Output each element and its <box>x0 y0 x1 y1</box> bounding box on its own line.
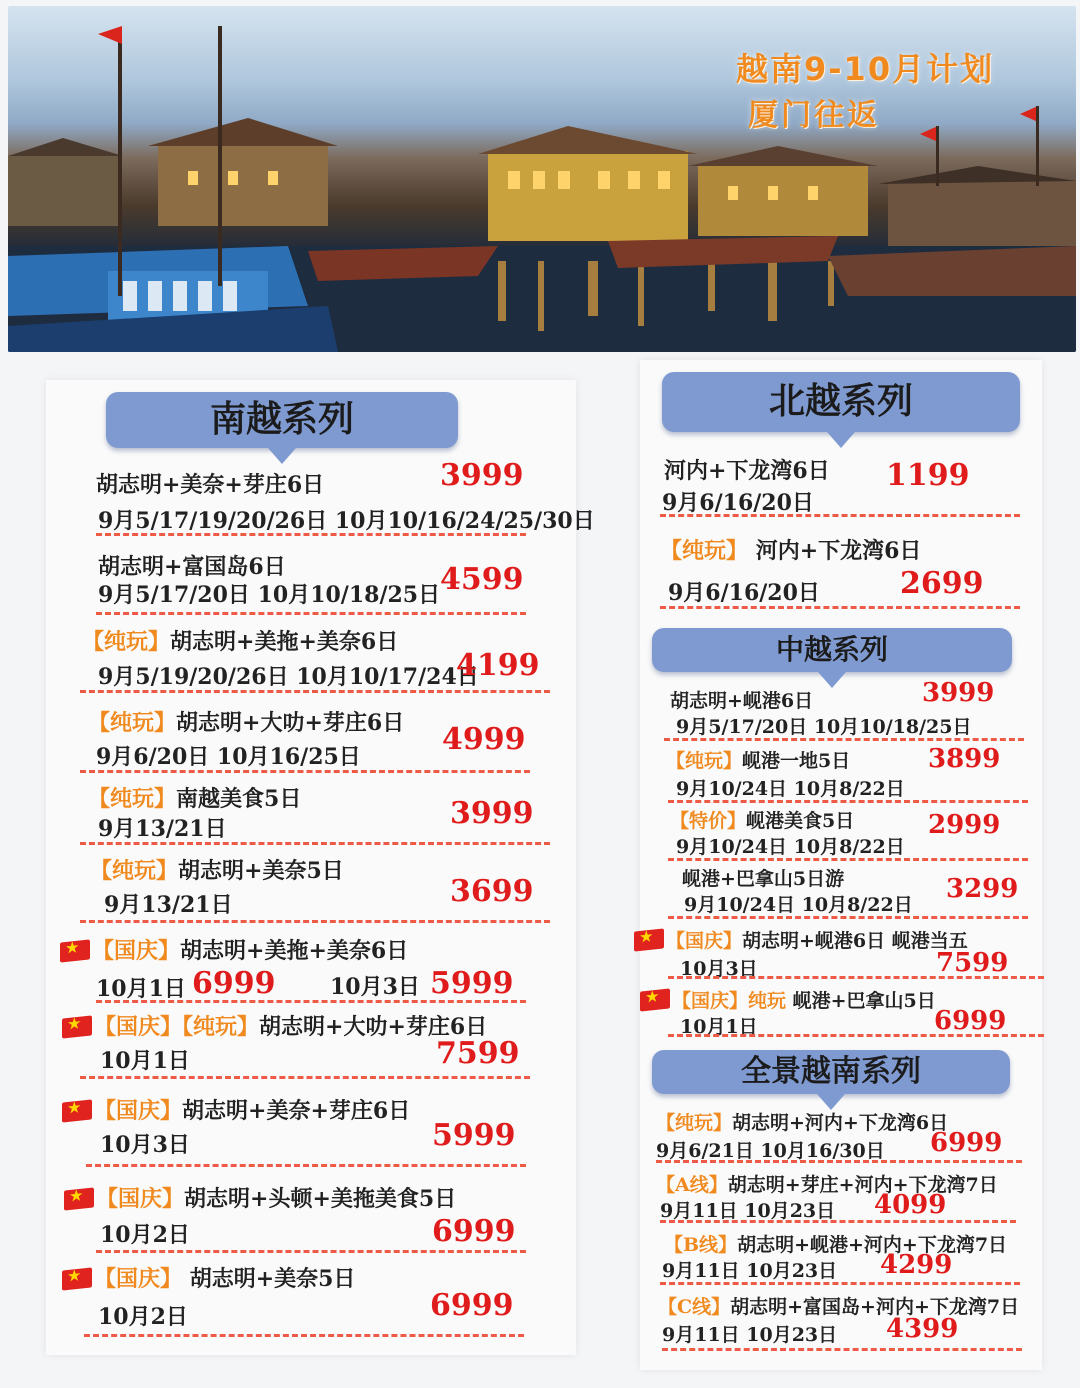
tour-title <box>664 1230 1007 1257</box>
china-flag-icon <box>62 1267 92 1290</box>
tour-price: 3999 <box>450 796 534 831</box>
tour-dates: 9月6/16/20日 <box>662 490 814 516</box>
divider <box>668 858 1028 861</box>
tour-price: 2699 <box>900 566 984 601</box>
tour-dates: 9月10/24日 10月8/22日 <box>684 894 913 916</box>
tour-title <box>640 986 936 1013</box>
tour-dates: 9月6/21日 10月16/30日 <box>656 1140 885 1162</box>
tour-dates: 9月5/17/20日 10月10/18/25日 <box>98 582 441 608</box>
tour-date-1: 10月1日 <box>96 976 186 1002</box>
divider <box>662 1348 1022 1351</box>
divider <box>80 1076 530 1079</box>
tour-price: 6999 <box>934 1006 1007 1036</box>
tour-price: 1199 <box>886 458 970 493</box>
tour-tag: 【特价】 <box>670 810 747 832</box>
divider <box>664 738 1024 741</box>
tour-price: 7599 <box>936 948 1009 978</box>
tour-dates: 9月6/16/20日 <box>668 580 820 606</box>
tour-dates: 10月1日 <box>100 1048 190 1074</box>
tour-name: 胡志明+大叻+芽庄6日 <box>176 710 405 736</box>
tour-tag: 【纯玩】 <box>90 858 179 884</box>
tour-dates: 9月5/17/19/20/26日 10月10/16/24/25/30日 <box>98 508 595 534</box>
tour-tag: 【C线】 <box>658 1296 731 1318</box>
china-flag-icon <box>64 1187 94 1210</box>
divider <box>80 842 550 845</box>
tour-name: 胡志明+美奈5日 <box>189 1266 356 1292</box>
divider <box>660 1220 1016 1223</box>
divider <box>96 1250 526 1253</box>
tour-dates: 10月2日 <box>98 1304 188 1330</box>
tour-dates: 10月2日 <box>100 1222 190 1248</box>
divider <box>96 533 526 536</box>
tour-dates: 9月11日 10月23日 <box>660 1200 836 1222</box>
tour-title <box>656 1108 948 1135</box>
tour-name: 胡志明+岘港6日 <box>670 690 814 712</box>
divider <box>96 1000 526 1003</box>
tour-name: 胡志明+大叻+芽庄6日 <box>259 1014 488 1040</box>
tour-tag: 【纯玩】 <box>666 750 743 772</box>
tour-title <box>88 782 301 813</box>
tour-price: 6999 <box>930 1128 1003 1158</box>
tour-dates: 9月11日 10月23日 <box>662 1324 838 1346</box>
tour-name: 胡志明+芽庄+河内+下龙湾7日 <box>727 1174 998 1196</box>
divider <box>668 1034 1044 1037</box>
tour-name: 胡志明+美奈5日 <box>178 858 344 884</box>
tour-price: 6999 <box>432 1214 516 1249</box>
tour-tag: 【A线】 <box>656 1174 728 1196</box>
tour-name: 岘港+巴拿山5日 <box>792 990 936 1012</box>
tour-title <box>88 706 404 737</box>
tour-tag: 【国庆】 <box>94 1266 183 1292</box>
tour-dates: 10月3日 <box>680 958 758 980</box>
tour-name: 胡志明+美奈+芽庄6日 <box>182 1098 411 1124</box>
divider <box>660 514 1020 517</box>
tour-title <box>634 926 968 953</box>
divider <box>668 916 1028 919</box>
tour-name: 胡志明+美奈+芽庄6日 <box>96 472 325 498</box>
tour-dates: 9月13/21日 <box>98 816 227 842</box>
tour-name: 河内+下龙湾6日 <box>755 538 922 564</box>
tour-price: 3899 <box>928 744 1001 774</box>
tour-title <box>670 806 854 833</box>
tour-price: 2999 <box>928 810 1001 840</box>
tour-name: 胡志明+头顿+美拖美食5日 <box>184 1186 457 1212</box>
tour-tag: 【国庆】纯玩 <box>672 990 787 1012</box>
china-flag-icon <box>62 1015 92 1038</box>
tour-price-1: 6999 <box>192 966 276 1001</box>
divider <box>80 920 550 923</box>
tour-tag: 【纯玩】 <box>88 710 177 736</box>
tour-price: 3699 <box>450 874 534 909</box>
tour-tag: 【国庆】 <box>94 1098 183 1124</box>
tour-price: 4299 <box>880 1250 953 1280</box>
tour-title <box>62 1094 410 1125</box>
tour-tag: 【国庆】 <box>92 938 181 964</box>
divider <box>668 976 1044 979</box>
tour-name: 岘港美食5日 <box>746 810 855 832</box>
tour-title <box>82 625 398 656</box>
tour-title <box>658 1292 1019 1319</box>
divider <box>660 1282 1020 1285</box>
divider <box>660 606 1020 609</box>
tour-title <box>62 1262 355 1293</box>
tour-date-2: 10月3日 <box>330 974 420 1000</box>
north-section-header: 北越系列 <box>662 372 1020 432</box>
tour-price: 3999 <box>440 458 524 493</box>
tour-dates: 9月10/24日 10月8/22日 <box>676 836 905 858</box>
tour-title <box>62 1010 487 1041</box>
tour-title <box>666 746 850 773</box>
south-section-header: 南越系列 <box>106 392 458 448</box>
tour-dates: 10月1日 <box>680 1016 758 1038</box>
tour-dates: 9月5/19/20/26日 10月10/17/24日 <box>98 664 479 690</box>
tour-name: 胡志明+富国岛+河内+下龙湾7日 <box>730 1296 1020 1318</box>
page-title: 越南9-10月计划 <box>736 50 995 88</box>
tour-tag: 【国庆】 <box>96 1186 185 1212</box>
tour-name: 胡志明+岘港+河内+下龙湾7日 <box>737 1234 1008 1256</box>
central-section-header: 中越系列 <box>652 628 1012 672</box>
tour-dates: 9月5/17/20日 10月10/18/25日 <box>676 716 972 738</box>
tour-tag: 【纯玩】 <box>660 538 749 564</box>
divider <box>80 690 550 693</box>
tour-price: 5999 <box>432 1118 516 1153</box>
tour-price: 4599 <box>440 562 524 597</box>
tour-tag: 【B线】 <box>664 1234 738 1256</box>
tour-name: 胡志明+美拖+美奈6日 <box>180 938 409 964</box>
tour-name: 南越美食5日 <box>176 786 302 812</box>
tour-name: 胡志明+美拖+美奈6日 <box>170 629 399 655</box>
tour-price: 4199 <box>456 648 540 683</box>
tour-price: 4399 <box>886 1314 959 1344</box>
tour-dates: 9月11日 10月23日 <box>662 1260 838 1282</box>
divider <box>656 1160 1022 1163</box>
tour-price: 4999 <box>442 722 526 757</box>
tour-dates: 10月3日 <box>100 1132 190 1158</box>
tour-name: 河内+下龙湾6日 <box>664 458 830 484</box>
panorama-section-header: 全景越南系列 <box>652 1050 1010 1094</box>
tour-name: 胡志明+岘港6日 岘港当五 <box>742 930 968 952</box>
hero-banner <box>8 6 1076 352</box>
china-flag-icon <box>640 988 670 1011</box>
divider <box>86 1164 526 1167</box>
tour-title <box>660 534 921 565</box>
tour-dates: 9月10/24日 10月8/22日 <box>676 778 905 800</box>
tour-title <box>90 854 344 885</box>
tour-name: 胡志明+河内+下龙湾6日 <box>732 1112 949 1134</box>
tour-name: 胡志明+富国岛6日 <box>98 554 286 580</box>
tour-tag: 【纯玩】 <box>82 629 171 655</box>
tour-price: 7599 <box>436 1036 520 1071</box>
tour-name: 岘港+巴拿山5日游 <box>682 868 845 890</box>
tour-dates: 9月6/20日 10月16/25日 <box>96 744 361 770</box>
tour-tag: 【纯玩】 <box>88 786 177 812</box>
tour-title <box>64 1182 456 1213</box>
tour-tag: 【国庆】 <box>666 930 743 952</box>
tour-title <box>60 934 408 965</box>
tour-name: 岘港一地5日 <box>742 750 851 772</box>
tour-price: 6999 <box>430 1288 514 1323</box>
tour-tag: 【纯玩】 <box>656 1112 733 1134</box>
tour-price-2: 5999 <box>430 966 514 1001</box>
china-flag-icon <box>634 928 664 951</box>
divider <box>668 800 1028 803</box>
tour-dates: 9月13/21日 <box>104 892 233 918</box>
divider <box>84 1334 524 1337</box>
page-subtitle: 厦门往返 <box>748 98 880 133</box>
china-flag-icon <box>60 939 90 962</box>
divider <box>96 612 526 615</box>
tour-title <box>656 1170 998 1197</box>
tour-tag: 【国庆】【纯玩】 <box>94 1014 260 1040</box>
tour-price: 3299 <box>946 874 1019 904</box>
tour-price: 3999 <box>922 678 995 708</box>
divider <box>80 770 530 773</box>
tour-price: 4099 <box>874 1190 947 1220</box>
china-flag-icon <box>62 1099 92 1122</box>
